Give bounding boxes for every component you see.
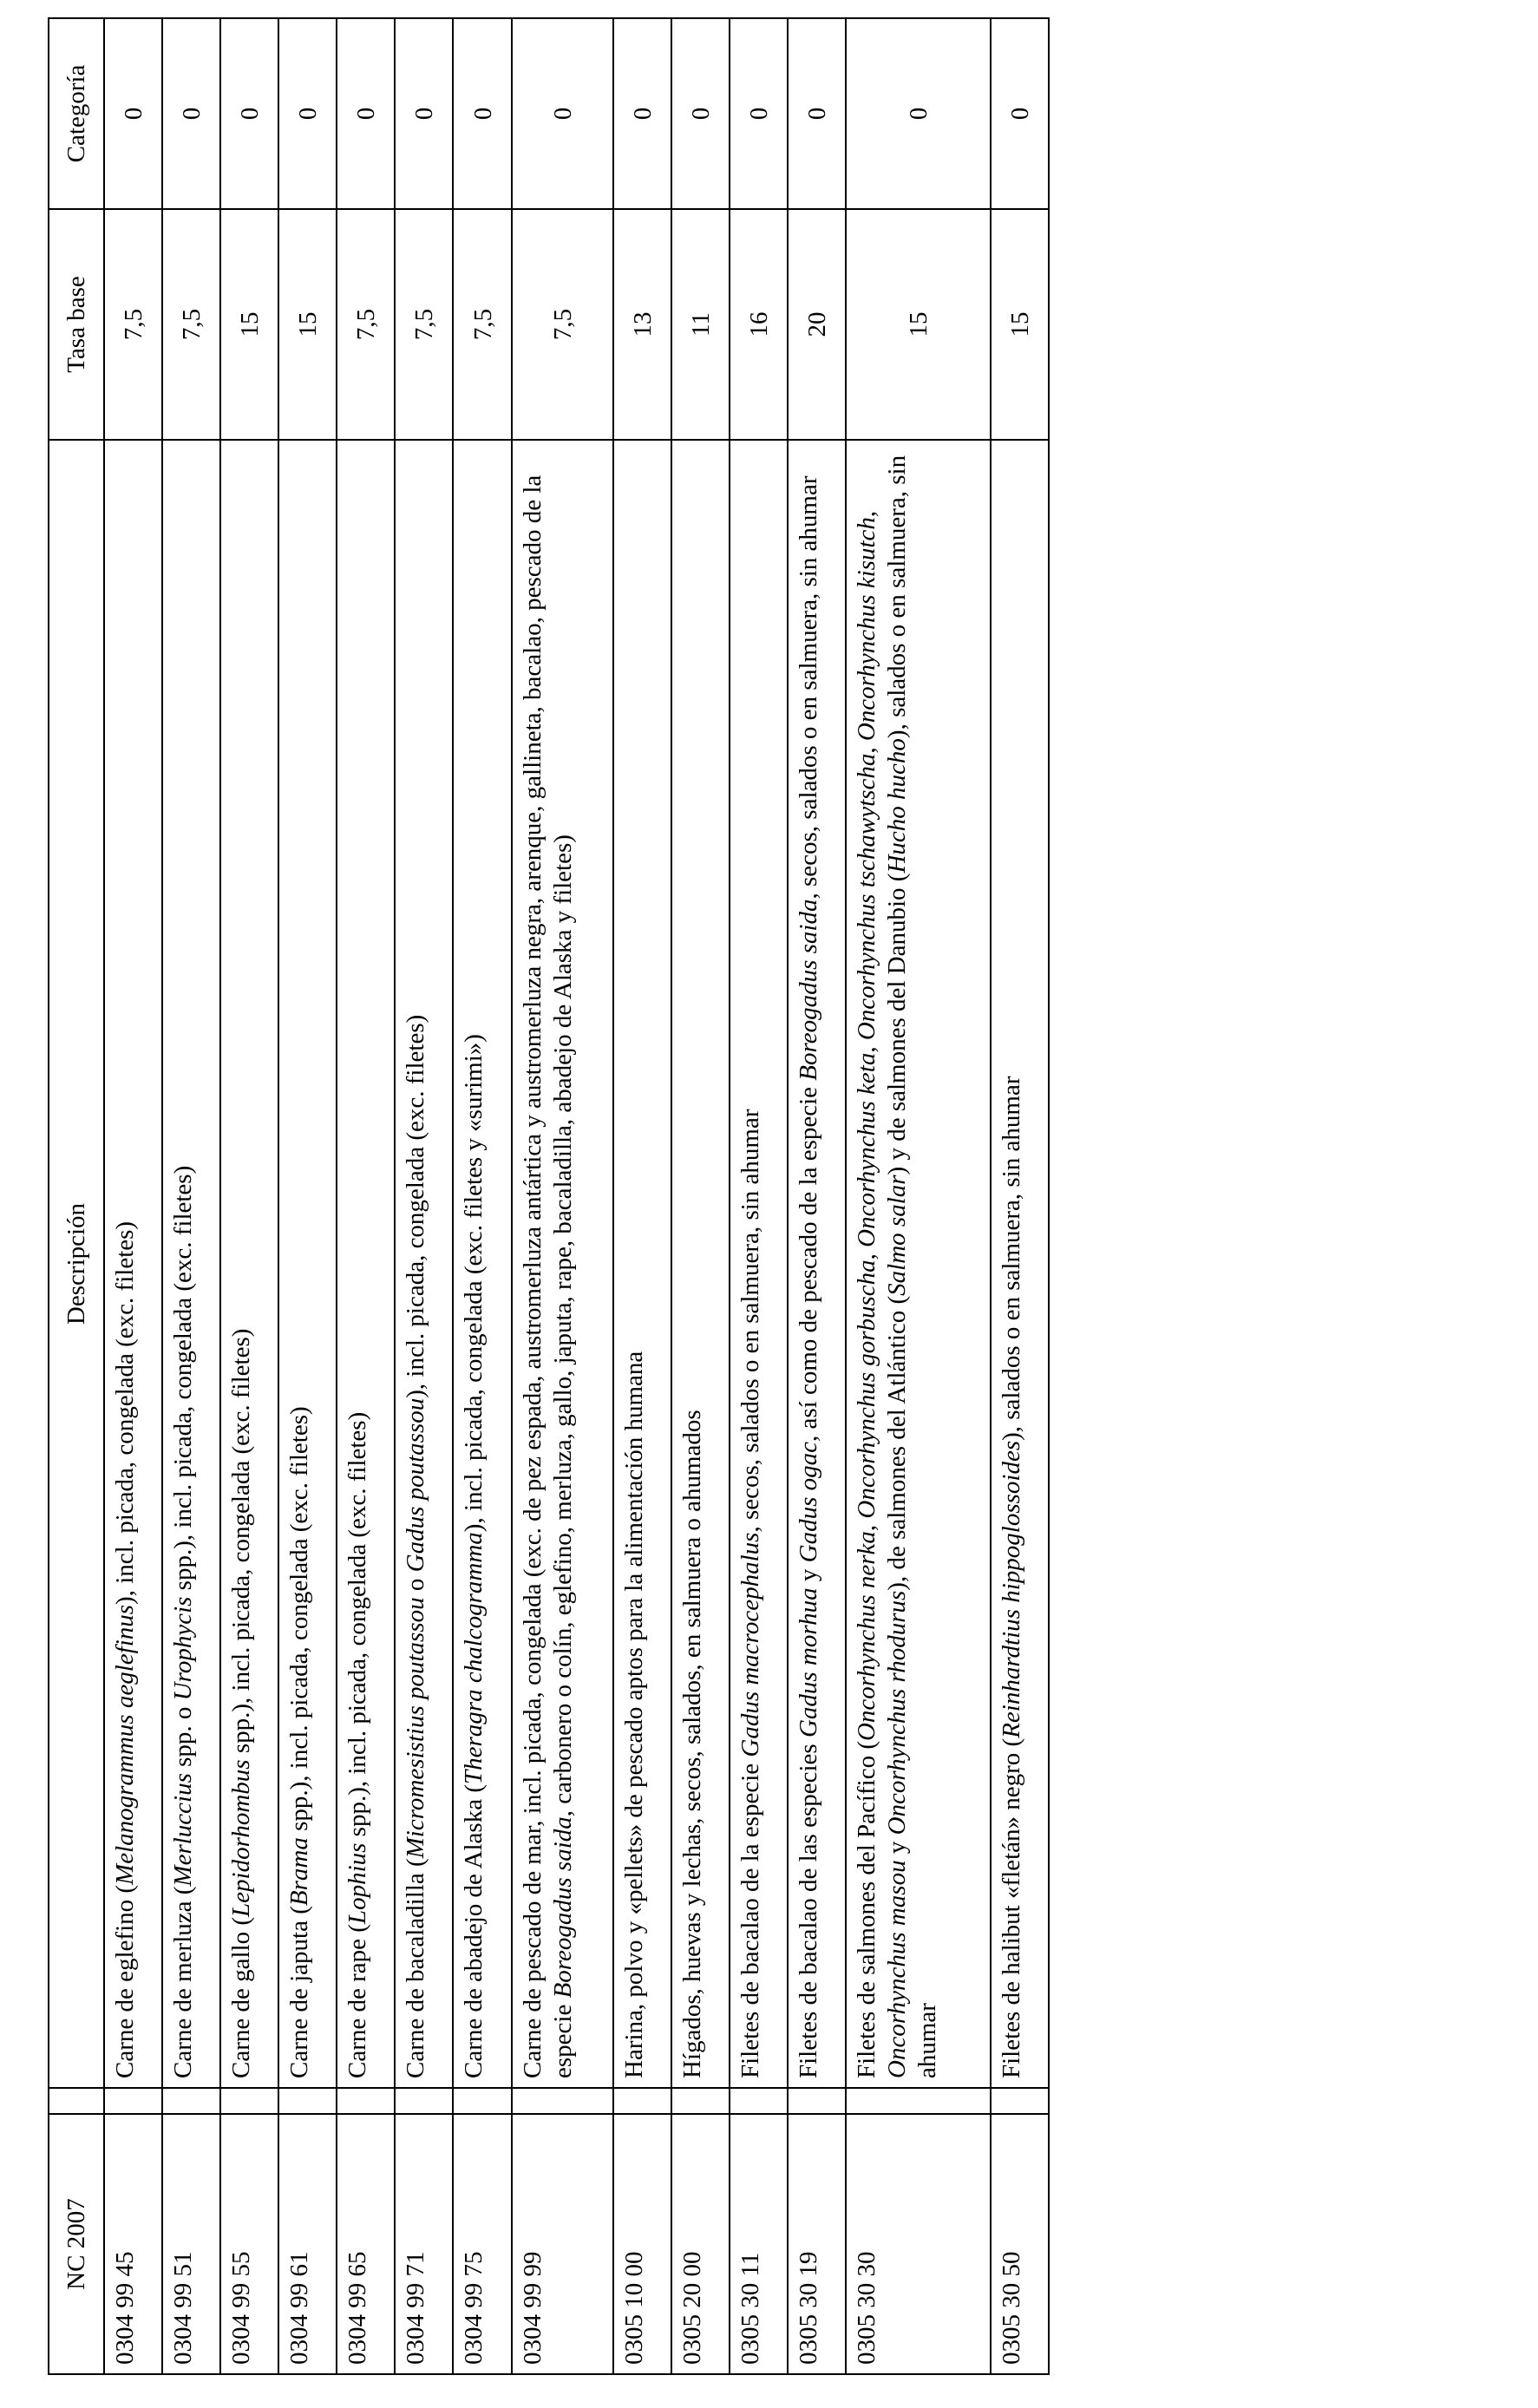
cell-category: 0	[730, 18, 788, 209]
cell-spacer	[846, 2088, 991, 2114]
description-text: Filetes de bacalao de la especie	[736, 1757, 764, 2078]
description-text: Carne de merluza (	[169, 1886, 198, 2078]
description-text: ) y de salmones del Danubio (	[882, 873, 911, 1175]
header-row	[49, 18, 104, 2374]
cell-code: 0304 99 45	[104, 2114, 162, 2374]
table-row	[162, 18, 220, 2374]
cell-base-rate: 20	[788, 209, 846, 440]
cell-description	[846, 440, 991, 2088]
species-name: Brama	[285, 1837, 314, 1907]
description-text: ), incl. picada, congelada (exc. filetes)	[111, 1220, 139, 1605]
species-name: Gadus morhua	[794, 1587, 822, 1738]
cell-code: 0305 30 30	[846, 2114, 991, 2374]
description-text: ,	[852, 1247, 880, 1260]
table-row	[788, 18, 846, 2374]
cell-description	[730, 440, 788, 2088]
cell-spacer	[395, 2088, 453, 2114]
cell-spacer	[220, 2088, 278, 2114]
species-name: Hucho hucho	[882, 738, 911, 874]
cell-base-rate: 13	[613, 209, 671, 440]
description-text: , así como de pescado de la especie	[794, 1080, 822, 1442]
species-name: Oncorhynchus gorbuscha	[852, 1260, 880, 1519]
description-text: Carne de japuta (	[285, 1906, 314, 2078]
cell-base-rate: 7,5	[395, 209, 453, 440]
cell-description	[671, 440, 730, 2088]
cell-description	[395, 440, 453, 2088]
species-name: Boreogadus saida	[548, 1816, 577, 1999]
cell-description	[788, 440, 846, 2088]
table-row	[991, 18, 1049, 2374]
cell-code: 0304 99 99	[512, 2114, 613, 2374]
description-text: Filetes de salmones del Pacífico (	[852, 1741, 880, 2078]
cell-description	[453, 440, 511, 2088]
table-row	[846, 18, 991, 2374]
species-name: Oncorhynchus tschawytscha	[852, 753, 880, 1041]
cell-description	[104, 440, 162, 2088]
description-text: Carne de gallo (	[227, 1916, 256, 2078]
cell-spacer	[512, 2088, 613, 2114]
cell-category: 0	[671, 18, 730, 209]
species-name: Lepidorhombus	[227, 1759, 256, 1917]
cell-code: 0305 30 11	[730, 2114, 788, 2374]
table-row	[613, 18, 671, 2374]
cell-description	[220, 440, 278, 2088]
species-name: Boreogadus saida	[794, 899, 822, 1081]
cell-spacer	[613, 2088, 671, 2114]
cell-code: 0304 99 61	[278, 2114, 337, 2374]
cell-spacer	[991, 2088, 1049, 2114]
table-row	[512, 18, 613, 2374]
description-text: spp.), incl. picada, congelada (exc. filetes)	[344, 1411, 372, 1843]
table-row	[220, 18, 278, 2374]
cell-category: 0	[337, 18, 395, 209]
cell-base-rate: 7,5	[104, 209, 162, 440]
description-text: spp. o	[169, 1700, 198, 1774]
species-name: Merluccius	[169, 1773, 198, 1887]
description-text: , carbonero o colín, eglefino, merluza, gallo, japuta, rape, bacaladilla, abadejo de Alaska y filetes)	[548, 834, 577, 1817]
cell-category: 0	[512, 18, 613, 209]
description-text: Filetes de halibut «fletán» negro (	[997, 1737, 1025, 2078]
cell-base-rate: 15	[991, 209, 1049, 440]
species-name: Oncorhynchus rhodurus	[882, 1590, 911, 1835]
cell-code: 0305 30 19	[788, 2114, 846, 2374]
table-row	[730, 18, 788, 2374]
table-row	[337, 18, 395, 2374]
cell-code: 0304 99 71	[395, 2114, 453, 2374]
cell-category: 0	[991, 18, 1049, 209]
description-text: ), salados o en salmuera, sin ahumar	[882, 455, 941, 2078]
cell-spacer	[730, 2088, 788, 2114]
species-name: Melanogrammus aeglefinus	[111, 1604, 139, 1885]
cell-code: 0305 20 00	[671, 2114, 730, 2374]
description-text: ), salados o en salmuera, sin ahumar	[997, 1076, 1025, 1441]
description-text: Harina, polvo y «pellets» de pescado aptos para la alimentación humana	[619, 1351, 648, 2078]
tariff-table	[48, 17, 1050, 2375]
cell-base-rate: 15	[220, 209, 278, 440]
cell-base-rate: 15	[846, 209, 991, 440]
table-row	[278, 18, 337, 2374]
description-text: ), incl. picada, congelada (exc. filetes y «surimi»)	[460, 1034, 488, 1533]
cell-spacer	[162, 2088, 220, 2114]
description-text: Carne de abadejo de Alaska (	[460, 1784, 488, 2078]
cell-base-rate: 7,5	[512, 209, 613, 440]
cell-description	[162, 440, 220, 2088]
cell-category: 0	[613, 18, 671, 209]
description-text: Carne de bacaladilla (	[402, 1858, 430, 2078]
description-text: , secos, salados o en salmuera, sin ahumar	[736, 1109, 764, 1533]
species-name: Gadus poutassou	[402, 1397, 430, 1573]
description-text: ), de salmones del Atlántico (	[882, 1295, 911, 1591]
cell-spacer	[337, 2088, 395, 2114]
species-name: Lophius	[344, 1842, 372, 1925]
description-text: , secos, salados o en salmuera, sin ahumar	[794, 475, 822, 900]
cell-spacer	[788, 2088, 846, 2114]
cell-category: 0	[278, 18, 337, 209]
species-name: Micromesistius poutassou	[402, 1597, 430, 1859]
species-name: Oncorhynchus keta	[852, 1052, 880, 1247]
cell-base-rate: 15	[278, 209, 337, 440]
species-name: Oncorhynchus nerka	[852, 1531, 880, 1742]
cell-spacer	[104, 2088, 162, 2114]
table-row	[104, 18, 162, 2374]
description-text: Carne de pescado de mar, incl. picada, congelada (exc. de pez espada, austromerluza antártica y austromerluza negra, arenque, gallineta, bacalao, pescado de la especie	[518, 474, 577, 2078]
cell-category: 0	[220, 18, 278, 209]
description-text: ,	[852, 510, 880, 518]
species-name: Salmo salar	[882, 1175, 911, 1296]
species-name: Oncorhynchus masou	[882, 1860, 911, 2078]
header-base-rate: Tasa base	[49, 209, 104, 440]
cell-code: 0305 10 00	[613, 2114, 671, 2374]
species-name: Gadus macrocephalus	[736, 1532, 764, 1757]
table-row	[453, 18, 511, 2374]
cell-description	[991, 440, 1049, 2088]
cell-code: 0304 99 65	[337, 2114, 395, 2374]
description-text: ,	[852, 741, 880, 754]
cell-description	[278, 440, 337, 2088]
description-text: Hígados, huevas y lechas, secos, salados, en salmuera o ahumados	[677, 1410, 706, 2078]
species-name: Gadus ogac	[794, 1442, 822, 1563]
header-code: NC 2007	[49, 2114, 104, 2374]
rotated-table-wrapper	[48, 19, 1050, 2375]
cell-base-rate: 11	[671, 209, 730, 440]
description-text: y	[882, 1835, 911, 1861]
cell-description	[613, 440, 671, 2088]
cell-code: 0304 99 75	[453, 2114, 511, 2374]
cell-code: 0304 99 55	[220, 2114, 278, 2374]
species-name: Oncorhynchus kisutch	[852, 517, 880, 742]
cell-category: 0	[788, 18, 846, 209]
description-text: Carne de eglefino (	[111, 1884, 139, 2078]
cell-base-rate: 7,5	[162, 209, 220, 440]
description-text: ), incl. picada, congelada (exc. filetes)	[402, 1014, 430, 1398]
cell-category: 0	[162, 18, 220, 209]
description-text: spp.), incl. picada, congelada (exc. filetes)	[227, 1328, 256, 1760]
cell-category: 0	[395, 18, 453, 209]
cell-category: 0	[453, 18, 511, 209]
description-text: Carne de rape (	[344, 1924, 372, 2078]
table-body	[104, 18, 1049, 2374]
description-text: Filetes de bacalao de las especies	[794, 1737, 822, 2078]
species-name: Urophycis	[169, 1596, 198, 1701]
description-text: o	[402, 1572, 430, 1598]
cell-description	[337, 440, 395, 2088]
table-row	[671, 18, 730, 2374]
cell-spacer	[278, 2088, 337, 2114]
description-text: spp.), incl. picada, congelada (exc. filetes)	[169, 1165, 198, 1597]
cell-category: 0	[104, 18, 162, 209]
description-text: y	[794, 1562, 822, 1588]
cell-base-rate: 7,5	[453, 209, 511, 440]
cell-code: 0305 30 50	[991, 2114, 1049, 2374]
species-name: Theragra chalcogramma	[460, 1532, 488, 1784]
header-spacer	[49, 2088, 104, 2114]
species-name: Reinhardtius hippoglossoides	[997, 1440, 1025, 1738]
cell-category: 0	[846, 18, 991, 209]
cell-base-rate: 7,5	[337, 209, 395, 440]
table-row	[395, 18, 453, 2374]
cell-code: 0304 99 51	[162, 2114, 220, 2374]
description-text: ,	[852, 1518, 880, 1532]
description-text: ,	[852, 1040, 880, 1053]
cell-base-rate: 16	[730, 209, 788, 440]
cell-spacer	[671, 2088, 730, 2114]
cell-description	[512, 440, 613, 2088]
description-text: spp.), incl. picada, congelada (exc. filetes)	[285, 1406, 314, 1838]
header-description: Descripción	[49, 440, 104, 2088]
cell-spacer	[453, 2088, 511, 2114]
header-category: Categoría	[49, 18, 104, 209]
